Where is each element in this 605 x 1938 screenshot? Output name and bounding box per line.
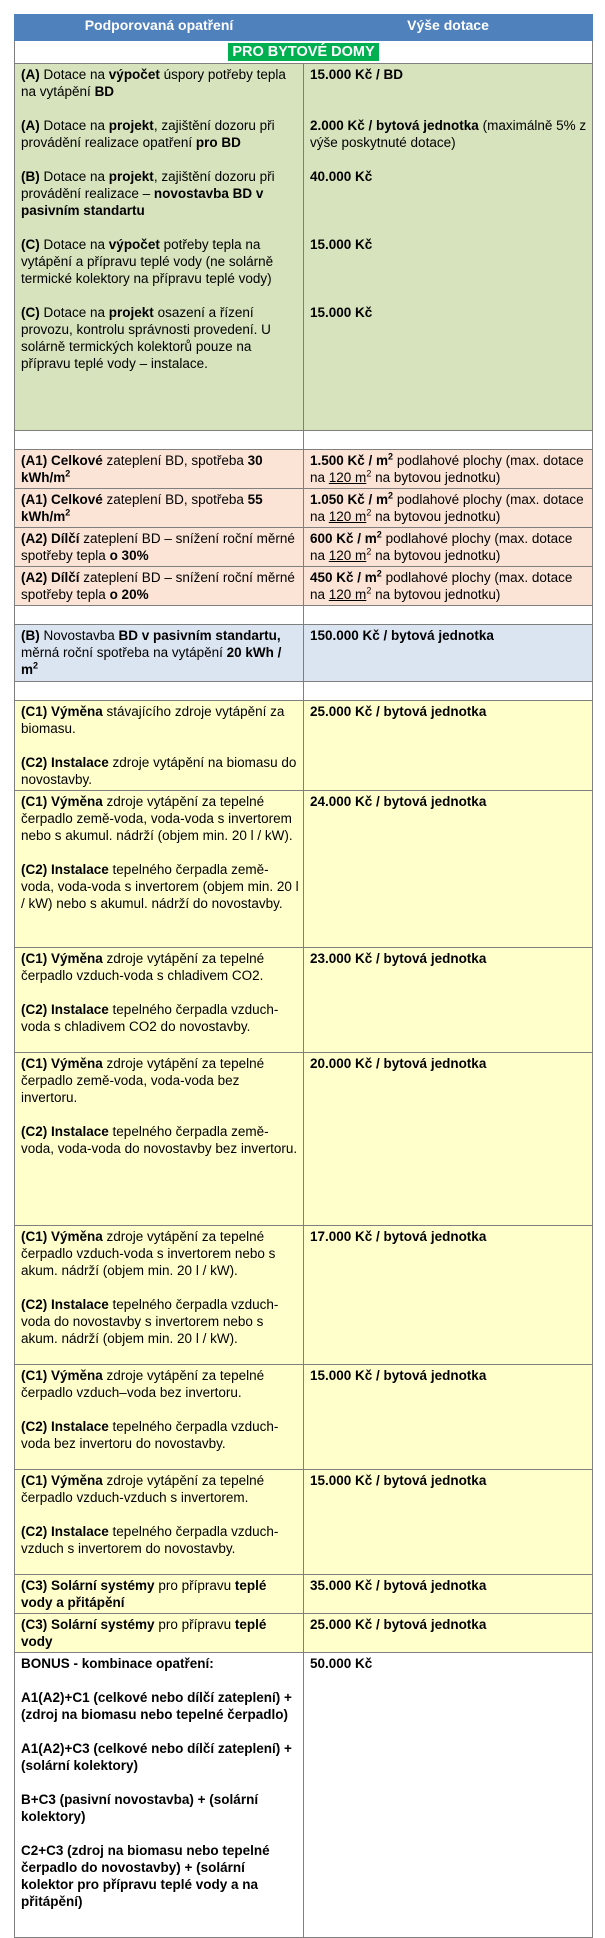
bonus-row — [15, 1653, 593, 1938]
heat-source-row-4 — [15, 1053, 593, 1226]
heat-source-amount: 20.000 Kč / bytová jednotka — [304, 1053, 593, 1226]
bonus-amount: 50.000 Kč — [304, 1653, 593, 1938]
c-calc-amount: 15.000 Kč — [310, 237, 373, 252]
a-calc-text: (A) Dotace na výpočet úspory potřeby tepla na vytápění BD — [21, 67, 286, 99]
passive-house-amount: 150.000 Kč / bytová jednotka — [304, 625, 593, 682]
bonus-item: A1(A2)+C1 (celkové nebo dílčí zateplení) + (zdroj na biomasu nebo tepelné čerpadlo) — [21, 1690, 292, 1722]
heat-source-row-5 — [15, 1226, 593, 1365]
bonus-title: BONUS - kombinace opatření: — [21, 1656, 214, 1671]
bonus-measures — [15, 1653, 304, 1938]
bonus-item: B+C3 (pasivní novostavba) + (solární kolektory) — [21, 1792, 259, 1824]
heat-source-amount: 25.000 Kč / bytová jednotka — [304, 701, 593, 791]
green-amount-cell — [304, 64, 593, 431]
insulation-measure: (A2) Dílčí zateplení BD – snížení roční měrné spotřeby tepla o 20% — [15, 567, 304, 606]
green-block — [15, 64, 593, 431]
heat-source-amount: 17.000 Kč / bytová jednotka — [304, 1226, 593, 1365]
a-proj-amount: 2.000 Kč / bytová jednotka (maximálně 5% z výše poskytnuté dotace) — [310, 118, 587, 150]
heat-source-amount: 23.000 Kč / bytová jednotka — [304, 948, 593, 1053]
c-proj-amount: 15.000 Kč — [310, 305, 373, 320]
a-calc-amount: 15.000 Kč / BD — [310, 67, 404, 82]
green-measures-cell — [15, 64, 304, 431]
heat-source-row-7 — [15, 1470, 593, 1575]
subsidy-table — [14, 14, 593, 1938]
heat-source-amount: 15.000 Kč / bytová jednotka — [304, 1365, 593, 1470]
heat-source-measure: (C1) Výměna zdroje vytápění za tepelné čerpadlo vzduch-voda s invertorem nebo s akum. nádrží (objem min. 20 l / kW). (C2) Instalace tepelného čerpadla vzduch-voda do novostavby s invertorem nebo s akum. nádrží (objem min. 20 l / kW). — [15, 1226, 304, 1365]
heat-source-measure: (C1) Výměna zdroje vytápění za tepelné čerpadlo země-voda, voda-voda s invertorem nebo s akumul. nádrží (objem min. 20 l / kW). (C2) Instalace tepelného čerpadla země-voda, voda-voda s invertorem (objem min. 20 l / kW) nebo s akumul. nádrží do novostavby. — [15, 791, 304, 948]
solar-row-2 — [15, 1614, 593, 1653]
insulation-row-2 — [15, 489, 593, 528]
insulation-amount: 1.050 Kč / $m^2$ podlahové plochy (max. dotace na 120 $m^2$ na bytovou jednotku) — [304, 489, 593, 528]
header-amount: Výše dotace — [304, 15, 593, 41]
insulation-row-3 — [15, 528, 593, 567]
insulation-measure: (A1) Celkové zateplení BD, spotřeba 30 kWh/$m^2$ — [15, 450, 304, 489]
solar-row-1 — [15, 1575, 593, 1614]
solar-measure: (C3) Solární systémy pro přípravu teplé vody — [15, 1614, 304, 1653]
bonus-item: A1(A2)+C3 (celkové nebo dílčí zateplení) + (solární kolektory) — [21, 1741, 292, 1773]
heat-source-row-3 — [15, 948, 593, 1053]
insulation-row-1 — [15, 450, 593, 489]
bonus-item: C2+C3 (zdroj na biomasu nebo tepelné čerpadlo do novostavby) + (solární kolektor pro přípravu teplé vody a na přitápění) — [21, 1843, 270, 1909]
heat-source-measure: (C1) Výměna stávajícího zdroje vytápění za biomasu. (C2) Instalace zdroje vytápění na biomasu do novostavby. — [15, 701, 304, 791]
section-title: PRO BYTOVÉ DOMY — [228, 43, 378, 61]
solar-amount: 35.000 Kč / bytová jednotka — [304, 1575, 593, 1614]
b-proj-amount: 40.000 Kč — [310, 169, 373, 184]
heat-source-amount: 15.000 Kč / bytová jednotka — [304, 1470, 593, 1575]
heat-source-measure: (C1) Výměna zdroje vytápění za tepelné čerpadlo vzduch-vzduch s invertorem. (C2) Instalace tepelného čerpadla vzduch-vzduch s invertorem do novostavby. — [15, 1470, 304, 1575]
c-calc-text: (C) Dotace na výpočet potřeby tepla na vytápění a přípravu teplé vody (ne solárně termické kolektory na přípravu teplé vody) — [21, 237, 274, 286]
a-proj-text: (A) Dotace na projekt, zajištění dozoru při provádění realizace opatření pro BD — [21, 118, 275, 150]
solar-measure: (C3) Solární systémy pro přípravu teplé vody a přitápění — [15, 1575, 304, 1614]
insulation-row-4 — [15, 567, 593, 606]
subsidy-table-document — [14, 14, 592, 1909]
heat-source-measure: (C1) Výměna zdroje vytápění za tepelné čerpadlo země-voda, voda-voda bez invertoru. (C2) Instalace tepelného čerpadla země-voda, voda-voda do novostavby bez invertoru. — [15, 1053, 304, 1226]
insulation-amount: 1.500 Kč / $m^2$ podlahové plochy (max. dotace na 120 $m^2$ na bytovou jednotku) — [304, 450, 593, 489]
insulation-amount: 600 Kč / $m^2$ podlahové plochy (max. dotace na 120 $m^2$ na bytovou jednotku) — [304, 528, 593, 567]
heat-source-row-2 — [15, 791, 593, 948]
section-title-row — [15, 41, 593, 64]
spacer-row — [15, 682, 593, 701]
passive-house-row — [15, 625, 593, 682]
spacer-row — [15, 606, 593, 625]
heat-source-measure: (C1) Výměna zdroje vytápění za tepelné čerpadlo vzduch-voda s chladivem CO2. (C2) Instalace tepelného čerpadla vzduch-voda s chladivem CO2 do novostavby. — [15, 948, 304, 1053]
heat-source-row-1 — [15, 701, 593, 791]
table-header-row — [15, 15, 593, 41]
b-proj-text: (B) Dotace na projekt, zajištění dozoru při provádění realizace – novostavba BD v pasivním standartu — [21, 169, 275, 218]
solar-amount: 25.000 Kč / bytová jednotka — [304, 1614, 593, 1653]
c-proj-text: (C) Dotace na projekt osazení a řízení provozu, kontrolu správnosti provedení. U solárně termických kolektorů pouze na přípravu teplé vody – instalace. — [21, 305, 271, 371]
passive-house-measure: (B) Novostavba BD v pasivním standartu, měrná roční spotřeba na vytápění 20 kWh / $m^2$ — [15, 625, 304, 682]
insulation-amount: 450 Kč / $m^2$ podlahové plochy (max. dotace na 120 $m^2$ na bytovou jednotku) — [304, 567, 593, 606]
heat-source-measure: (C1) Výměna zdroje vytápění za tepelné čerpadlo vzduch–voda bez invertoru. (C2) Instalace tepelného čerpadla vzduch-voda bez invertoru do novostavby. — [15, 1365, 304, 1470]
heat-source-row-6 — [15, 1365, 593, 1470]
heat-source-amount: 24.000 Kč / bytová jednotka — [304, 791, 593, 948]
insulation-measure: (A1) Celkové zateplení BD, spotřeba 55 kWh/$m^2$ — [15, 489, 304, 528]
spacer-row — [15, 431, 593, 450]
header-measures: Podporovaná opatření — [15, 15, 304, 41]
insulation-measure: (A2) Dílčí zateplení BD – snížení roční měrné spotřeby tepla o 30% — [15, 528, 304, 567]
